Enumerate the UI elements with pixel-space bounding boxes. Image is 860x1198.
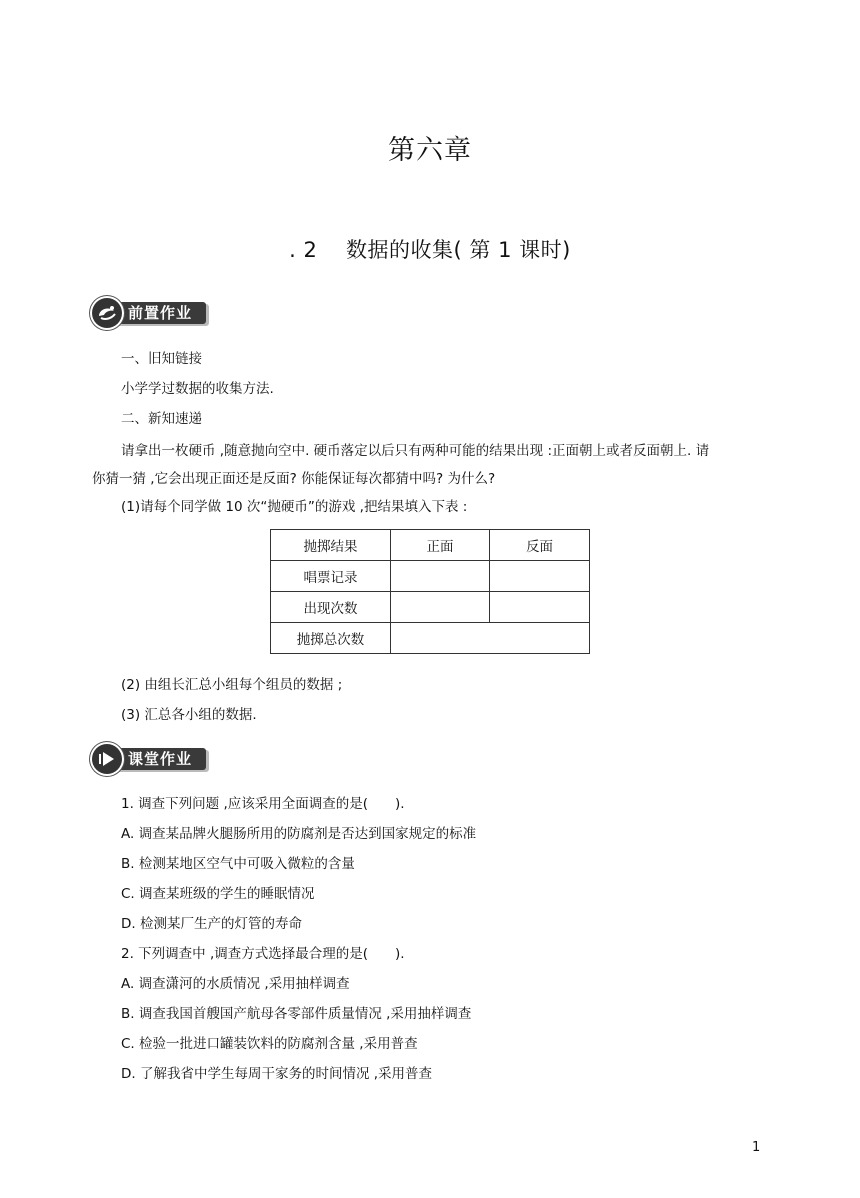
class-homework-badge [92,744,206,774]
question-2-option-c: C. 检验一批进口罐装饮料的防腐剂含量 ,采用普查 [121,1036,418,1052]
table-header-cell: 正面 [391,530,490,561]
table-row-label: 出现次数 [271,592,391,623]
question-1-option-b: B. 检测某地区空气中可吸入微粒的含量 [121,856,355,872]
table-empty-cell [391,623,590,654]
intro-line-1: 请拿出一枚硬币 ,随意抛向空中. 硬币落定以后只有两种可能的结果出现 :正面朝上或者反面朝上. 请 [121,443,710,459]
question-2-option-d: D. 了解我省中学生每周干家务的时间情况 ,采用普查 [121,1066,433,1082]
part2-heading: 二、新知速递 [121,411,202,427]
table-empty-cell [391,561,490,592]
question-2-option-a: A. 调查潇河的水质情况 ,采用抽样调查 [121,976,350,992]
question-1-stem: 1. 调查下列问题 ,应该采用全面调查的是( ). [121,796,405,812]
question-1-option-d: D. 检测某厂生产的灯管的寿命 [121,916,302,932]
question-2-stem: 2. 下列调查中 ,调查方式选择最合理的是( ). [121,946,405,962]
step-2: (2) 由组长汇总小组每个组员的数据 ; [121,677,343,693]
pen-swirl-icon [92,298,122,328]
table-row [271,561,590,592]
step-3: (3) 汇总各小组的数据. [121,707,257,723]
step-1: (1)请每个同学做 10 次“抛硬币”的游戏 ,把结果填入下表 : [121,499,468,515]
table-header-row [271,530,590,561]
pre-homework-badge [92,298,206,328]
table-row-label: 抛掷总次数 [271,623,391,654]
table-row [271,592,590,623]
intro-line-2: 你猜一猜 ,它会出现正面还是反面? 你能保证每次都猜中吗? 为什么? [92,471,496,487]
part1-text: 小学学过数据的收集方法. [121,381,274,397]
coin-toss-table [270,529,590,654]
table-header-cell: 抛掷结果 [271,530,391,561]
class-homework-label: 课堂作业 [114,748,206,770]
page-number: 1 [752,1140,761,1155]
question-1-option-c: C. 调查某班级的学生的睡眠情况 [121,886,315,902]
play-arrow-icon [92,744,122,774]
table-empty-cell [490,561,590,592]
table-empty-cell [490,592,590,623]
pre-homework-label: 前置作业 [114,302,206,324]
question-1-option-a: A. 调查某品牌火腿肠所用的防腐剂是否达到国家规定的标准 [121,826,477,842]
table-empty-cell [391,592,490,623]
chapter-title: 第六章 [388,135,472,166]
table-row [271,623,590,654]
question-2-option-b: B. 调查我国首艘国产航母各零部件质量情况 ,采用抽样调查 [121,1006,472,1022]
table-header-cell: 反面 [490,530,590,561]
section-title: . 2 数据的收集( 第 1 课时) [289,238,571,262]
part1-heading: 一、旧知链接 [121,351,202,367]
table-row-label: 唱票记录 [271,561,391,592]
